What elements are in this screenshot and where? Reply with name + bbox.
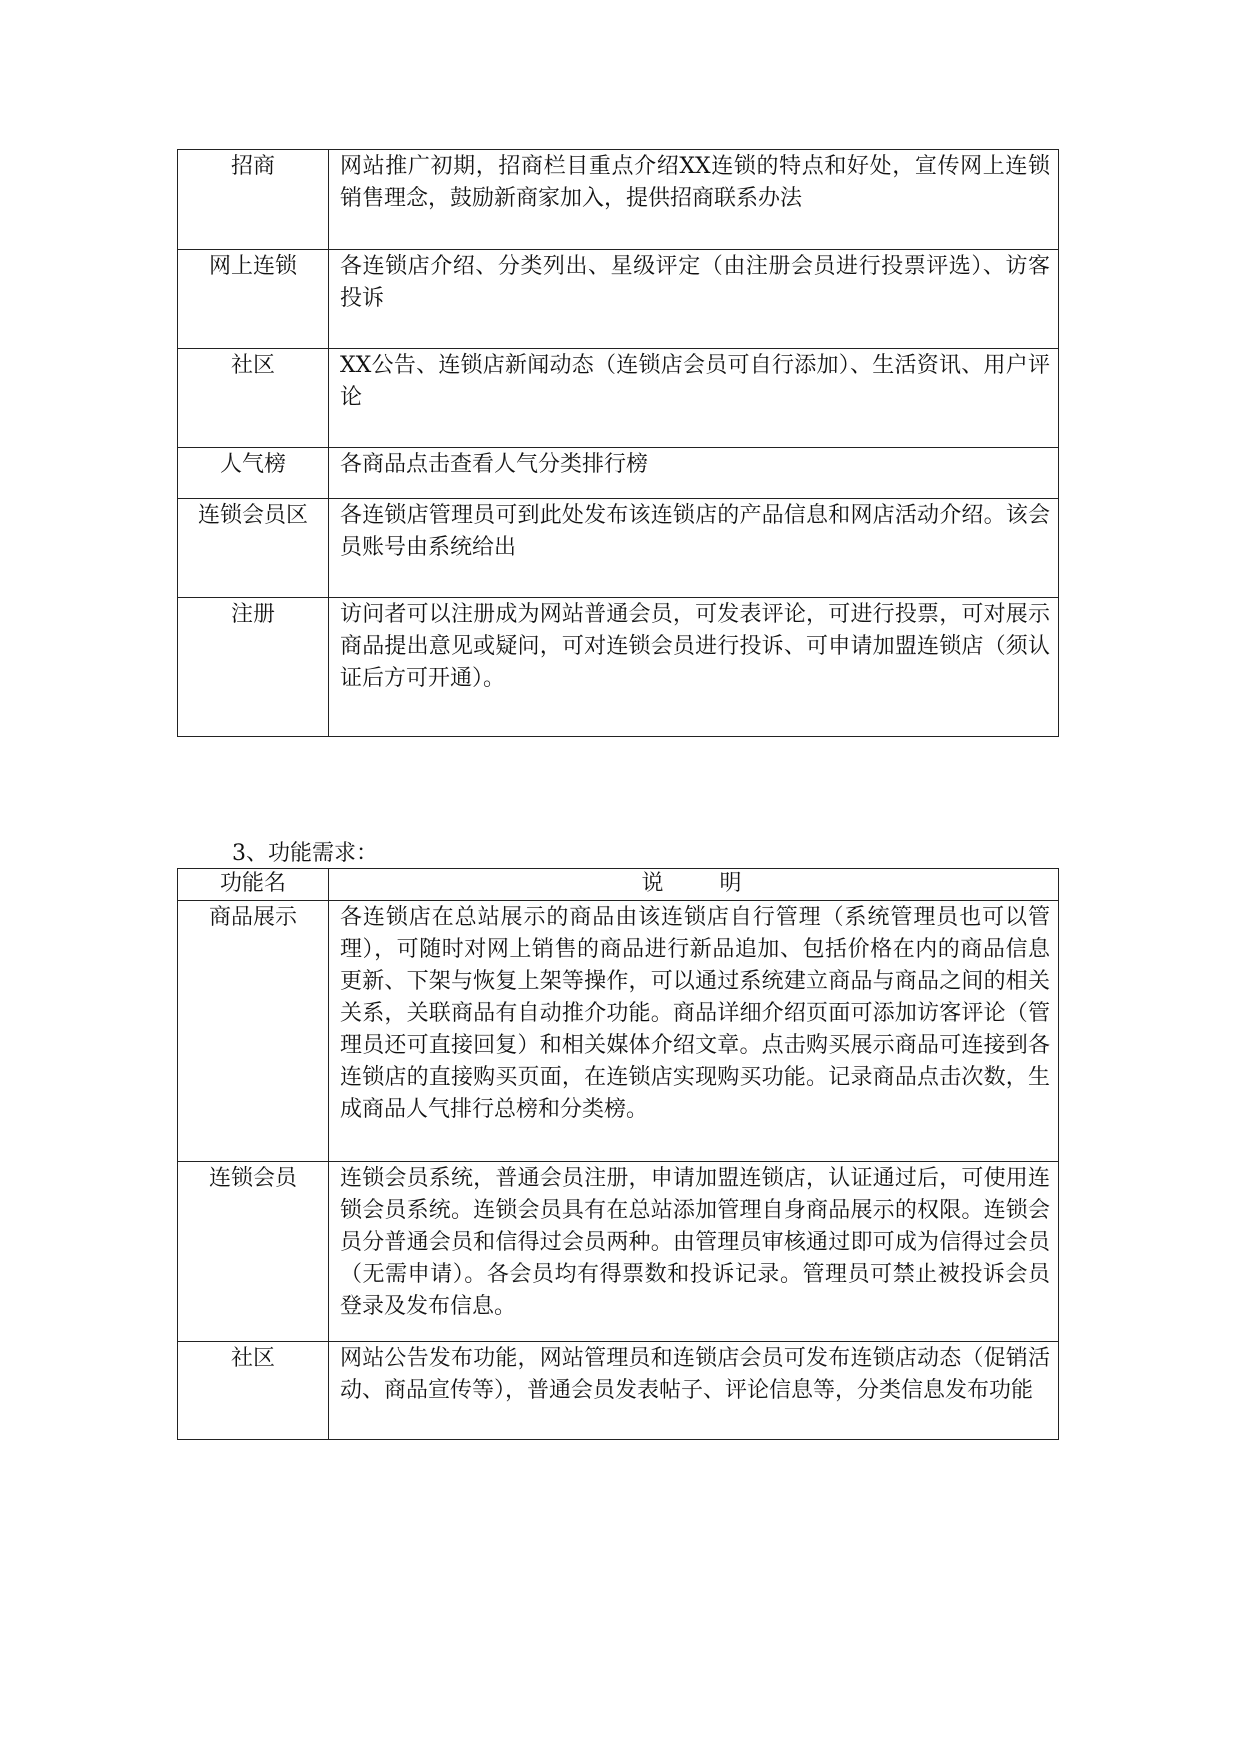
section-description: 各商品点击查看人气分类排行榜 <box>329 448 1059 499</box>
sections-table <box>177 149 1059 737</box>
column-header-name: 功能名 <box>178 869 329 901</box>
function-description: 各连锁店在总站展示的商品由该连锁店自行管理（系统管理员也可以管理），可随时对网上销售的商品进行新品追加、包括价格在内的商品信息更新、下架与恢复上架等操作，可以通过系统建立商品与商品之间的相关关系，关联商品有自动推介功能。商品详细介绍页面可添加访客评论（管理员还可直接回复）和相关媒体介绍文章。点击购买展示商品可连接到各连锁店的直接购买页面，在连锁店实现购买功能。记录商品点击次数，生成商品人气排行总榜和分类榜。 <box>329 901 1059 1162</box>
section-name: 连锁会员区 <box>178 499 329 598</box>
table-row <box>178 349 1059 448</box>
table-row <box>178 901 1059 1162</box>
function-name: 社区 <box>178 1342 329 1440</box>
section-name: 社区 <box>178 349 329 448</box>
table-row <box>178 1162 1059 1342</box>
table-row <box>178 150 1059 250</box>
table-header-row <box>178 869 1059 901</box>
function-description: 连锁会员系统，普通会员注册，申请加盟连锁店，认证通过后，可使用连锁会员系统。连锁会员具有在总站添加管理自身商品展示的权限。连锁会员分普通会员和信得过会员两种。由管理员审核通过即可成为信得过会员（无需申请）。各会员均有得票数和投诉记录。管理员可禁止被投诉会员登录及发布信息。 <box>329 1162 1059 1342</box>
table-row <box>178 250 1059 349</box>
section-description: 网站推广初期，招商栏目重点介绍XX连锁的特点和好处，宣传网上连锁销售理念，鼓励新商家加入，提供招商联系办法 <box>329 150 1059 250</box>
function-description: 网站公告发布功能，网站管理员和连锁店会员可发布连锁店动态（促销活动、商品宣传等），普通会员发表帖子、评论信息等，分类信息发布功能 <box>329 1342 1059 1440</box>
functions-heading: 3、功能需求： <box>232 841 378 866</box>
function-name: 商品展示 <box>178 901 329 1162</box>
column-header-description: 说 明 <box>329 869 1059 901</box>
function-name: 连锁会员 <box>178 1162 329 1342</box>
table-row <box>178 448 1059 499</box>
table-row <box>178 499 1059 598</box>
section-name: 网上连锁 <box>178 250 329 349</box>
section-name: 招商 <box>178 150 329 250</box>
section-description: XX公告、连锁店新闻动态（连锁店会员可自行添加）、生活资讯、用户评论 <box>329 349 1059 448</box>
section-description: 访问者可以注册成为网站普通会员，可发表评论，可进行投票，可对展示商品提出意见或疑问，可对连锁会员进行投诉、可申请加盟连锁店（须认证后方可开通）。 <box>329 598 1059 737</box>
functions-table <box>177 868 1059 1440</box>
table-row <box>178 598 1059 737</box>
table-row <box>178 1342 1059 1440</box>
section-description: 各连锁店管理员可到此处发布该连锁店的产品信息和网店活动介绍。该会员账号由系统给出 <box>329 499 1059 598</box>
section-name: 注册 <box>178 598 329 737</box>
section-name: 人气榜 <box>178 448 329 499</box>
section-description: 各连锁店介绍、分类列出、星级评定（由注册会员进行投票评选）、访客投诉 <box>329 250 1059 349</box>
